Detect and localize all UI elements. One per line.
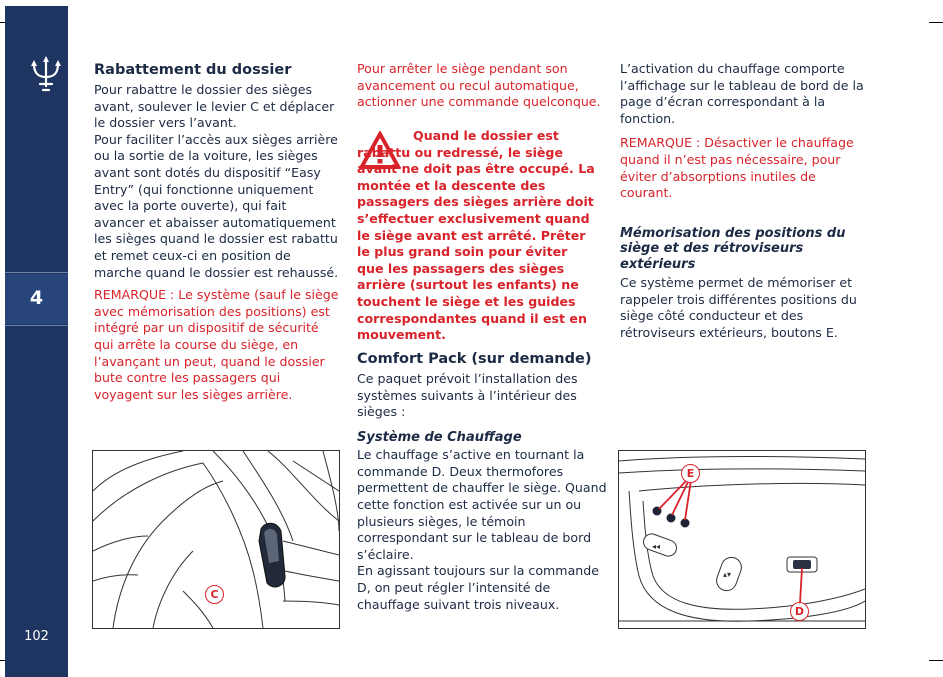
callout-c: C (205, 585, 224, 604)
chapter-sidebar (5, 6, 68, 677)
seat-controls-illustration (619, 451, 865, 628)
figure-seat-lever (92, 450, 340, 629)
chauffage-levels: En agissant toujours sur la commande D, on peut régler l’intensité de chauffage suivant trois niveaux. (357, 563, 600, 612)
rabattement-instructions: Pour rabattre le dossier des sièges avant, soulever le levier C et déplacer le dossier vers l’avant. (94, 82, 335, 131)
subheading-chauffage: Système de Chauffage (357, 429, 522, 445)
figure-seat-controls (618, 450, 866, 629)
chauffage-description: Le chauffage s’active en tournant la commande D. Deux thermofores permettent de chauffer le siège. Quand cette fonction est activée sur un ou plusieurs sièges, le témoin correspondant sur le tableau de bord s’éclaire. (357, 447, 607, 562)
crop-mark (929, 660, 943, 661)
memorisation-description: Ce système permet de mémoriser et rappeler trois différentes positions du siège côté conducteur et des rétroviseurs extérieurs, boutons E. (620, 275, 857, 341)
chapter-tab (5, 274, 68, 324)
easy-entry-description: Pour faciliter l’accès aux sièges arrière ou la sortie de la voiture, les sièges avant sont dotés du dispositif “Easy Entry” (qui fonctionne uniquement avec la porte ouverte), qui fait avancer et abaisser automatiquement les sièges quand le dossier est rabattu et remet ceux-ci en position de marche quand le dossier est rehaussé. (94, 131, 339, 280)
section-heading-comfort-pack: Comfort Pack (sur demande) (357, 351, 592, 367)
chauffage-remark: REMARQUE : Désactiver le chauffage quand il n’est pas nécessaire, pour éviter d’absorptions inutiles de courant. (620, 135, 854, 201)
svg-text:◂◂: ◂◂ (652, 542, 661, 551)
chauffage-display-note: L’activation du chauffage comporte l’affichage sur le tableau de bord de la page d’écran correspondant à la fonction. (620, 61, 864, 126)
column-left (94, 61, 339, 403)
comfort-pack-section (357, 350, 607, 613)
warning-block (357, 128, 597, 344)
callout-d: D (790, 602, 809, 621)
callout-e: E (681, 464, 700, 483)
chapter-number: 4 (29, 287, 44, 309)
section-heading-rabattement: Rabattement du dossier (94, 62, 292, 78)
subheading-memorisation: Mémorisation des positions du siège et des rétroviseurs extérieurs (620, 225, 846, 272)
page-number: 102 (24, 629, 49, 644)
svg-text:▴▾: ▴▾ (723, 570, 732, 579)
comfort-pack-intro: Ce paquet prévoit l’installation des systèmes suivants à l’intérieur des sièges : (357, 371, 578, 420)
sidebar-divider (5, 325, 68, 326)
crop-mark (929, 22, 943, 23)
trident-logo-icon (31, 56, 61, 92)
column-middle (357, 61, 605, 111)
warning-text: Quand le dossier est rabattu ou redressé, le siège avant ne doit pas être occupé. La montée et la descente des passagers des sièges arrière doit s’effectuer exclusivement quand le siège avant est arrêté. Prêter le plus grand soin pour éviter que les passagers des sièges arrière (surtout les enfants) ne touchent le siège et les guides correspondantes quand il est en mouvement. (357, 128, 595, 343)
sidebar-divider (5, 272, 68, 273)
column-right (620, 61, 865, 342)
stop-seat-note: Pour arrêter le siège pendant son avancement ou recul automatique, actionner une commande quelconque. (357, 61, 601, 110)
safety-remark: REMARQUE : Le système (sauf le siège avec mémorisation des positions) est intégré par un dispositif de sécurité qui arrête la course du siège, en l’avançant un peut, quand le dossier bute contre les passagers qui voyagent sur les sièges arrière. (94, 287, 339, 402)
